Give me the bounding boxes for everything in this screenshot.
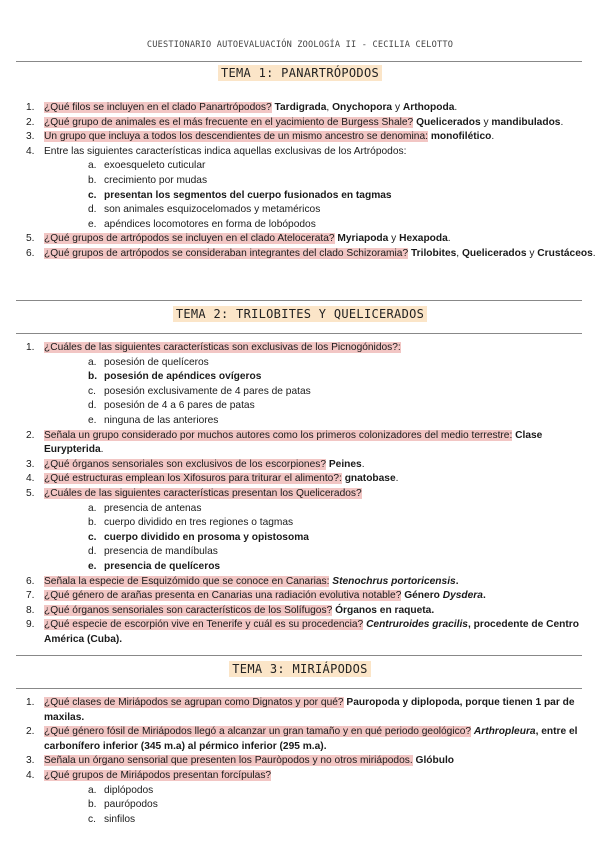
- question: 5. ¿Cuáles de las siguientes características presentan los Quelicerados? a. presencia de antenas b. cuerpo dividido en tres regiones o tagmas c. cuerpo dividido en prosoma y opistosoma d. presencia de mandíbulas e. presencia de quelíceros: [32, 487, 598, 575]
- option: b. cuerpo dividido en tres regiones o tagmas: [88, 516, 598, 531]
- options-list: [44, 784, 598, 828]
- options-list: [44, 356, 598, 429]
- question: 5. ¿Qué grupos de artrópodos se incluyen en el clado Atelocerata? Myriapoda y Hexapoda.: [32, 232, 598, 247]
- divider: [16, 61, 582, 62]
- question: 7. ¿Qué género de arañas presenta en Canarias una radiación evolutiva notable? Género Dysdera.: [32, 589, 598, 604]
- question-list-tema1: [16, 101, 598, 262]
- question: 1. ¿Qué clases de Miriápodos se agrupan como Dignatos y por qué? Pauropoda y diplopoda, porque tienen 1 par de maxilas.: [32, 696, 598, 725]
- divider: [16, 655, 582, 656]
- option: a. diplópodos: [88, 784, 598, 799]
- option: b. paurópodos: [88, 798, 598, 813]
- option: d. presencia de mandíbulas: [88, 545, 598, 560]
- option: a. presencia de antenas: [88, 502, 598, 517]
- option: e. apéndices locomotores en forma de lobópodos: [88, 218, 598, 233]
- option: d. son animales esquizocelomados y metaméricos: [88, 203, 598, 218]
- question: 4. ¿Qué grupos de Miriápodos presentan forcípulas? a. diplópodos b. paurópodos c. sinfilos: [32, 769, 598, 827]
- document-header: CUESTIONARIO AUTOEVALUACIÓN ZOOLOGÍA II - CECILIA CELOTTO: [146, 40, 454, 50]
- question: 6. ¿Qué grupos de artrópodos se consideraban integrantes del clado Schizoramia? Trilobites, Quelicerados y Crustáceos.: [32, 247, 598, 262]
- question: 2. ¿Qué grupo de animales es el más frecuente en el yacimiento de Burgess Shale? Quelicerados y mandibulados.: [32, 116, 598, 131]
- question: 6. Señala la especie de Esquizómido que se conoce en Canarias: Stenochrus portoricensis.: [32, 575, 598, 590]
- question-list-tema2: [16, 341, 598, 647]
- option: c. posesión exclusivamente de 4 pares de patas: [88, 385, 598, 400]
- option: c. sinfilos: [88, 813, 598, 828]
- options-list: [44, 502, 598, 575]
- divider: [16, 300, 582, 301]
- divider: [16, 333, 582, 334]
- option: e. ninguna de las anteriores: [88, 414, 598, 429]
- question: 3. Señala un órgano sensorial que presenten los Pauròpodos y no otros miriápodos. Glóbulo: [32, 754, 598, 769]
- option: a. exoesqueleto cuticular: [88, 159, 598, 174]
- option-correct: e. presencia de quelíceros: [88, 560, 598, 575]
- question: 4. ¿Qué estructuras emplean los Xifosuros para triturar el alimento?: gnatobase.: [32, 472, 598, 487]
- question: 2. Señala un grupo considerado por muchos autores como los primeros colonizadores del medio terrestre: Clase Eurypterida.: [32, 429, 598, 458]
- question: 1. ¿Cuáles de las siguientes características son exclusivas de los Picnogónidos?: a. posesión de quelíceros b. posesión de apéndices ovígeros c. posesión exclusivamente de 4 pares de patas d. posesión de 4 a 6 pares de patas e. ninguna de las anteriores: [32, 341, 598, 429]
- question: 2. ¿Qué género fósil de Miriápodos llegó a alcanzar un gran tamaño y en qué periodo geológico? Arthropleura, entre el carbonífero inferior (345 m.a) al pérmico inferior (295 m.a).: [32, 725, 598, 754]
- section-title-tema2: TEMA 2: TRILOBITES Y QUELICERADOS: [0, 307, 600, 324]
- section-title-tema1: TEMA 1: PANARTRÓPODOS: [0, 66, 600, 83]
- option-correct: c. presentan los segmentos del cuerpo fusionados en tagmas: [88, 189, 598, 204]
- divider: [16, 688, 582, 689]
- question: 1. ¿Qué filos se incluyen en el clado Panartrópodos? Tardigrada, Onychopora y Arthopoda.: [32, 101, 598, 116]
- question: 9. ¿Qué especie de escorpión vive en Tenerife y cuál es su procedencia? Centruroides gracilis, procedente de Centro América (Cuba).: [32, 618, 598, 647]
- options-list: [44, 159, 598, 232]
- option-correct: c. cuerpo dividido en prosoma y opistosoma: [88, 531, 598, 546]
- question: 4. Entre las siguientes características indica aquellas exclusivas de los Artrópodos: a. exoesqueleto cuticular b. crecimiento por mudas c. presentan los segmentos del cuerpo fusionados en tagmas d. son animales esquizocelomados y metaméricos e. apéndices locomotores en forma de lobópodos: [32, 145, 598, 233]
- question: 3. Un grupo que incluya a todos los descendientes de un mismo ancestro se denomina: monofilético.: [32, 130, 598, 145]
- question: 8. ¿Qué órganos sensoriales son característicos de los Solífugos? Órganos en raqueta.: [32, 604, 598, 619]
- option-correct: b. posesión de apéndices ovígeros: [88, 370, 598, 385]
- question: 3. ¿Qué órganos sensoriales son exclusivos de los escorpiones? Peines.: [32, 458, 598, 473]
- option: b. crecimiento por mudas: [88, 174, 598, 189]
- question-list-tema3: [16, 696, 598, 827]
- option: d. posesión de 4 a 6 pares de patas: [88, 399, 598, 414]
- section-title-tema3: TEMA 3: MIRIÁPODOS: [0, 662, 600, 679]
- option: a. posesión de quelíceros: [88, 356, 598, 371]
